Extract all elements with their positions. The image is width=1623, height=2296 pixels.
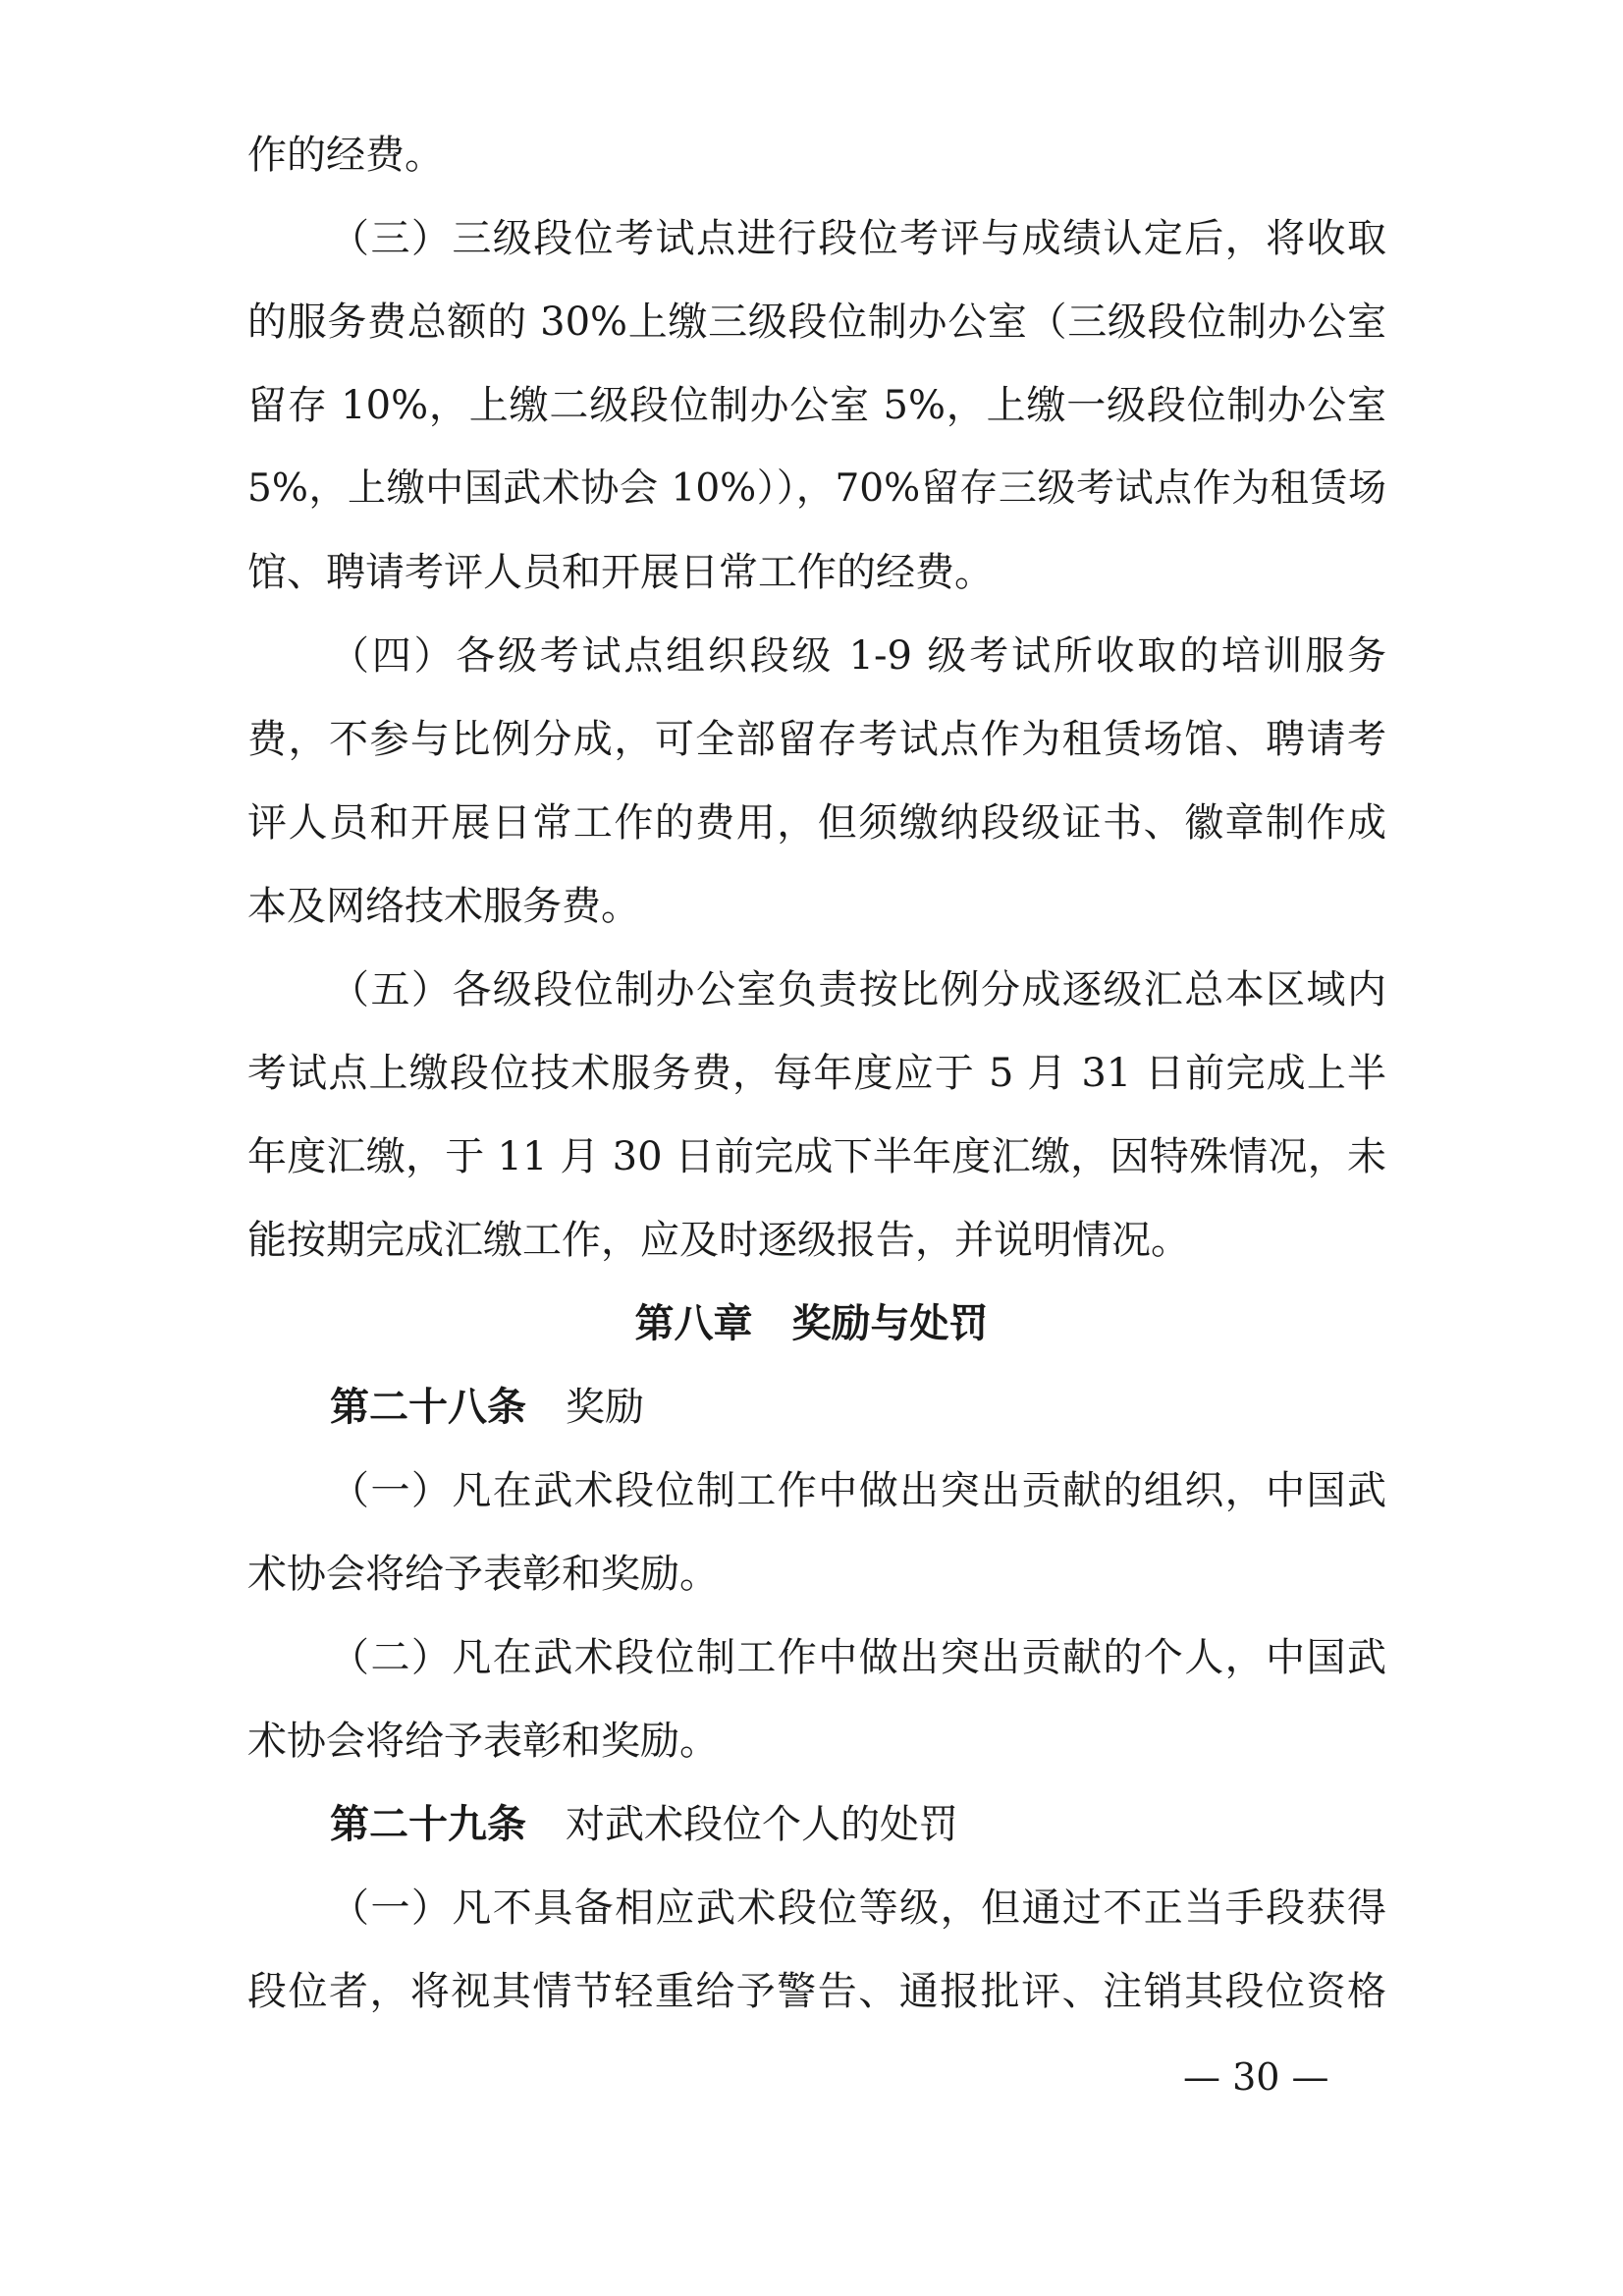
paragraph-line: （二）凡在武术段位制工作中做出突出贡献的个人，中国武 bbox=[330, 1635, 1386, 1680]
paragraph-line: 评人员和开展日常工作的费用，但须缴纳段级证书、徽章制作成 bbox=[247, 800, 1386, 846]
paragraph-line: （四）各级考试点组织段级 1-9 级考试所收取的培训服务 bbox=[330, 633, 1386, 679]
paragraph-line: 馆、聘请考评人员和开展日常工作的经费。 bbox=[247, 550, 994, 595]
article-number: 第二十九条 bbox=[330, 1802, 526, 1847]
paragraph-line: （五）各级段位制办公室负责按比例分成逐级汇总本区域内 bbox=[330, 967, 1386, 1012]
paragraph-line: 留存 10%，上缴二级段位制办公室 5%，上缴一级段位制办公室 bbox=[247, 383, 1386, 428]
paragraph-line: 5%，上缴中国武术协会 10%）），70%留存三级考试点作为租赁场 bbox=[247, 466, 1386, 511]
paragraph-line: 术协会将给予表彰和奖励。 bbox=[247, 1552, 719, 1597]
paragraph-line: （一）凡不具备相应武术段位等级，但通过不正当手段获得 bbox=[330, 1886, 1386, 1931]
paragraph-line: 年度汇缴，于 11 月 30 日前完成下半年度汇缴，因特殊情况，未 bbox=[247, 1134, 1386, 1179]
paragraph-line: 作的经费。 bbox=[247, 133, 444, 178]
paragraph-line: 能按期完成汇缴工作，应及时逐级报告，并说明情况。 bbox=[247, 1218, 1190, 1263]
article-title: 对武术段位个人的处罚 bbox=[566, 1802, 958, 1847]
paragraph-line: 考试点上缴段位技术服务费，每年度应于 5 月 31 日前完成上半 bbox=[247, 1051, 1386, 1096]
paragraph-line: （三）三级段位考试点进行段位考评与成绩认定后，将收取 bbox=[330, 216, 1386, 261]
paragraph-line: （一）凡在武术段位制工作中做出突出贡献的组织，中国武 bbox=[330, 1468, 1386, 1513]
paragraph-line: 的服务费总额的 30%上缴三级段位制办公室（三级段位制办公室 bbox=[247, 300, 1386, 345]
article-title: 奖励 bbox=[566, 1385, 644, 1430]
article-heading bbox=[330, 1795, 958, 1854]
paragraph-line: 段位者，将视其情节轻重给予警告、通报批评、注销其段位资格 bbox=[247, 1969, 1386, 2014]
page-number: — 30 — bbox=[1183, 2055, 1329, 2099]
paragraph-line: 术协会将给予表彰和奖励。 bbox=[247, 1719, 719, 1764]
article-heading bbox=[330, 1378, 644, 1437]
paragraph-line: 费，不参与比例分成，可全部留存考试点作为租赁场馆、聘请考 bbox=[247, 717, 1386, 762]
article-number: 第二十八条 bbox=[330, 1385, 526, 1430]
paragraph-line: 本及网络技术服务费。 bbox=[247, 884, 640, 929]
chapter-heading: 第八章 奖励与处罚 bbox=[634, 1301, 989, 1346]
